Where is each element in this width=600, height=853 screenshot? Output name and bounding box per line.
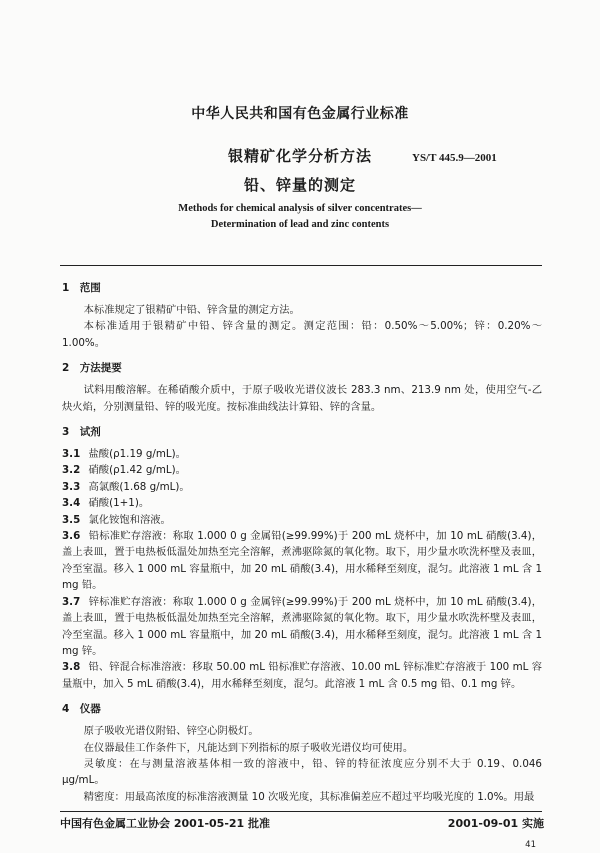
paragraph: 本标准适用于银精矿中铅、锌含量的测定。测定范围：铅：0.50%～5.00%；锌：0.20%～1.00%。 [62,320,542,349]
page-number: 41 [525,840,536,851]
paragraph: 精密度：用最高浓度的标准溶液测量 10 次吸光度，其标准偏差应不超过平均吸光度的 1.0%。用最 [83,790,535,803]
section-3-heading: 3 试剂 [62,426,101,439]
footer [60,816,544,831]
reagent-item: 3.4 硝酸(1+1)。 [62,497,150,510]
section-2-heading: 2 方法提要 [62,362,122,375]
reagent-item: 3.5 氯化铵饱和溶液。 [62,513,171,526]
footer-divider [60,811,542,812]
approval-date: 中国有色金属工业协会 2001-05-21 批准 [60,817,271,831]
reagent-item: 3.1 盐酸(ρ1.19 g/mL)。 [62,448,186,461]
document-body [62,280,542,850]
reagent-item: 3.2 硝酸(ρ1.42 g/mL)。 [62,464,186,477]
reagent-item: 3.3 高氯酸(1.68 g/mL)。 [62,480,190,493]
paragraph: 在仪器最佳工作条件下，凡能达到下列指标的原子吸收光谱仪均可使用。 [83,741,414,754]
paragraph: 原子吸收光谱仪附铅、锌空心阴极灯。 [83,725,259,738]
title-en-line1: Methods for chemical analysis of silver concentrates— [178,203,422,214]
title-cn-line1: 银精矿化学分析方法 [227,147,372,165]
reagent-item: 3.8 铅、锌混合标准溶液：移取 50.00 mL 铅标准贮存溶液、10.00 mL 锌标准贮存溶液于 100 mL 容量瓶中，加入 5 mL 硝酸(3.4)，用水稀释至刻度，混匀。此溶液 1 mL 含 0.5 mg 铅、0.1 mg 锌。 [62,661,542,690]
standard-code: YS/T 445.9—2001 [412,152,497,164]
standard-header: 中华人民共和国有色金属行业标准 [191,106,409,122]
paragraph: 灵敏度：在与测量溶液基体相一致的溶液中，铅、锌的特征浓度应分别不大于 0.19、0.046 μg/mL。 [62,757,542,787]
paragraph: 试料用酸溶解。在稀硝酸介质中，于原子吸收光谱仪波长 283.3 nm、213.9 nm 处，使用空气-乙炔火焰，分别测量铅、锌的吸光度。按标准曲线法计算铅、锌的含量。 [62,384,543,413]
reagent-list [62,446,542,692]
title-en-line2: Determination of lead and zinc contents [210,219,390,230]
paragraph: 本标准规定了银精矿中铅、锌含量的测定方法。 [83,304,300,316]
section-1-heading: 1 范围 [62,282,101,294]
reagent-item: 3.7 锌标准贮存溶液：称取 1.000 0 g 金属锌(≥99.99%)于 200 mL 烧杯中，加 10 mL 硝酸(3.4)，盖上表皿，置于电热板低温处加热至完全溶解，煮沸驱除氮的氧化物。取下，用少量水吹洗杯壁及表皿，冷至室温。移入 1 000 mL 容量瓶中，加 20 mL 硝酸(3.4)，用水稀释至刻度，混匀。此溶液 1 mL 含 1 mg 锌。 [62,595,542,657]
section-4-heading: 4 仪器 [62,703,101,716]
reagent-item: 3.6 铅标准贮存溶液：称取 1.000 0 g 金属铅(≥99.99%)于 200 mL 烧杯中，加 10 mL 硝酸(3.4)，盖上表皿，置于电热板低温处加热至完全溶解，煮沸驱除氮的氧化物。取下，用少量水吹洗杯壁及表皿，冷至室温。移入 1 000 mL 容量瓶中，加 20 mL 硝酸(3.4)，用水稀释至刻度，混匀。此溶液 1 mL 含 1 mg 铅。 [62,530,542,592]
implementation-date: 2001-09-01 实施 [447,817,544,831]
title-cn-line2: 铅、锌量的测定 [243,176,356,194]
top-divider [60,265,542,266]
